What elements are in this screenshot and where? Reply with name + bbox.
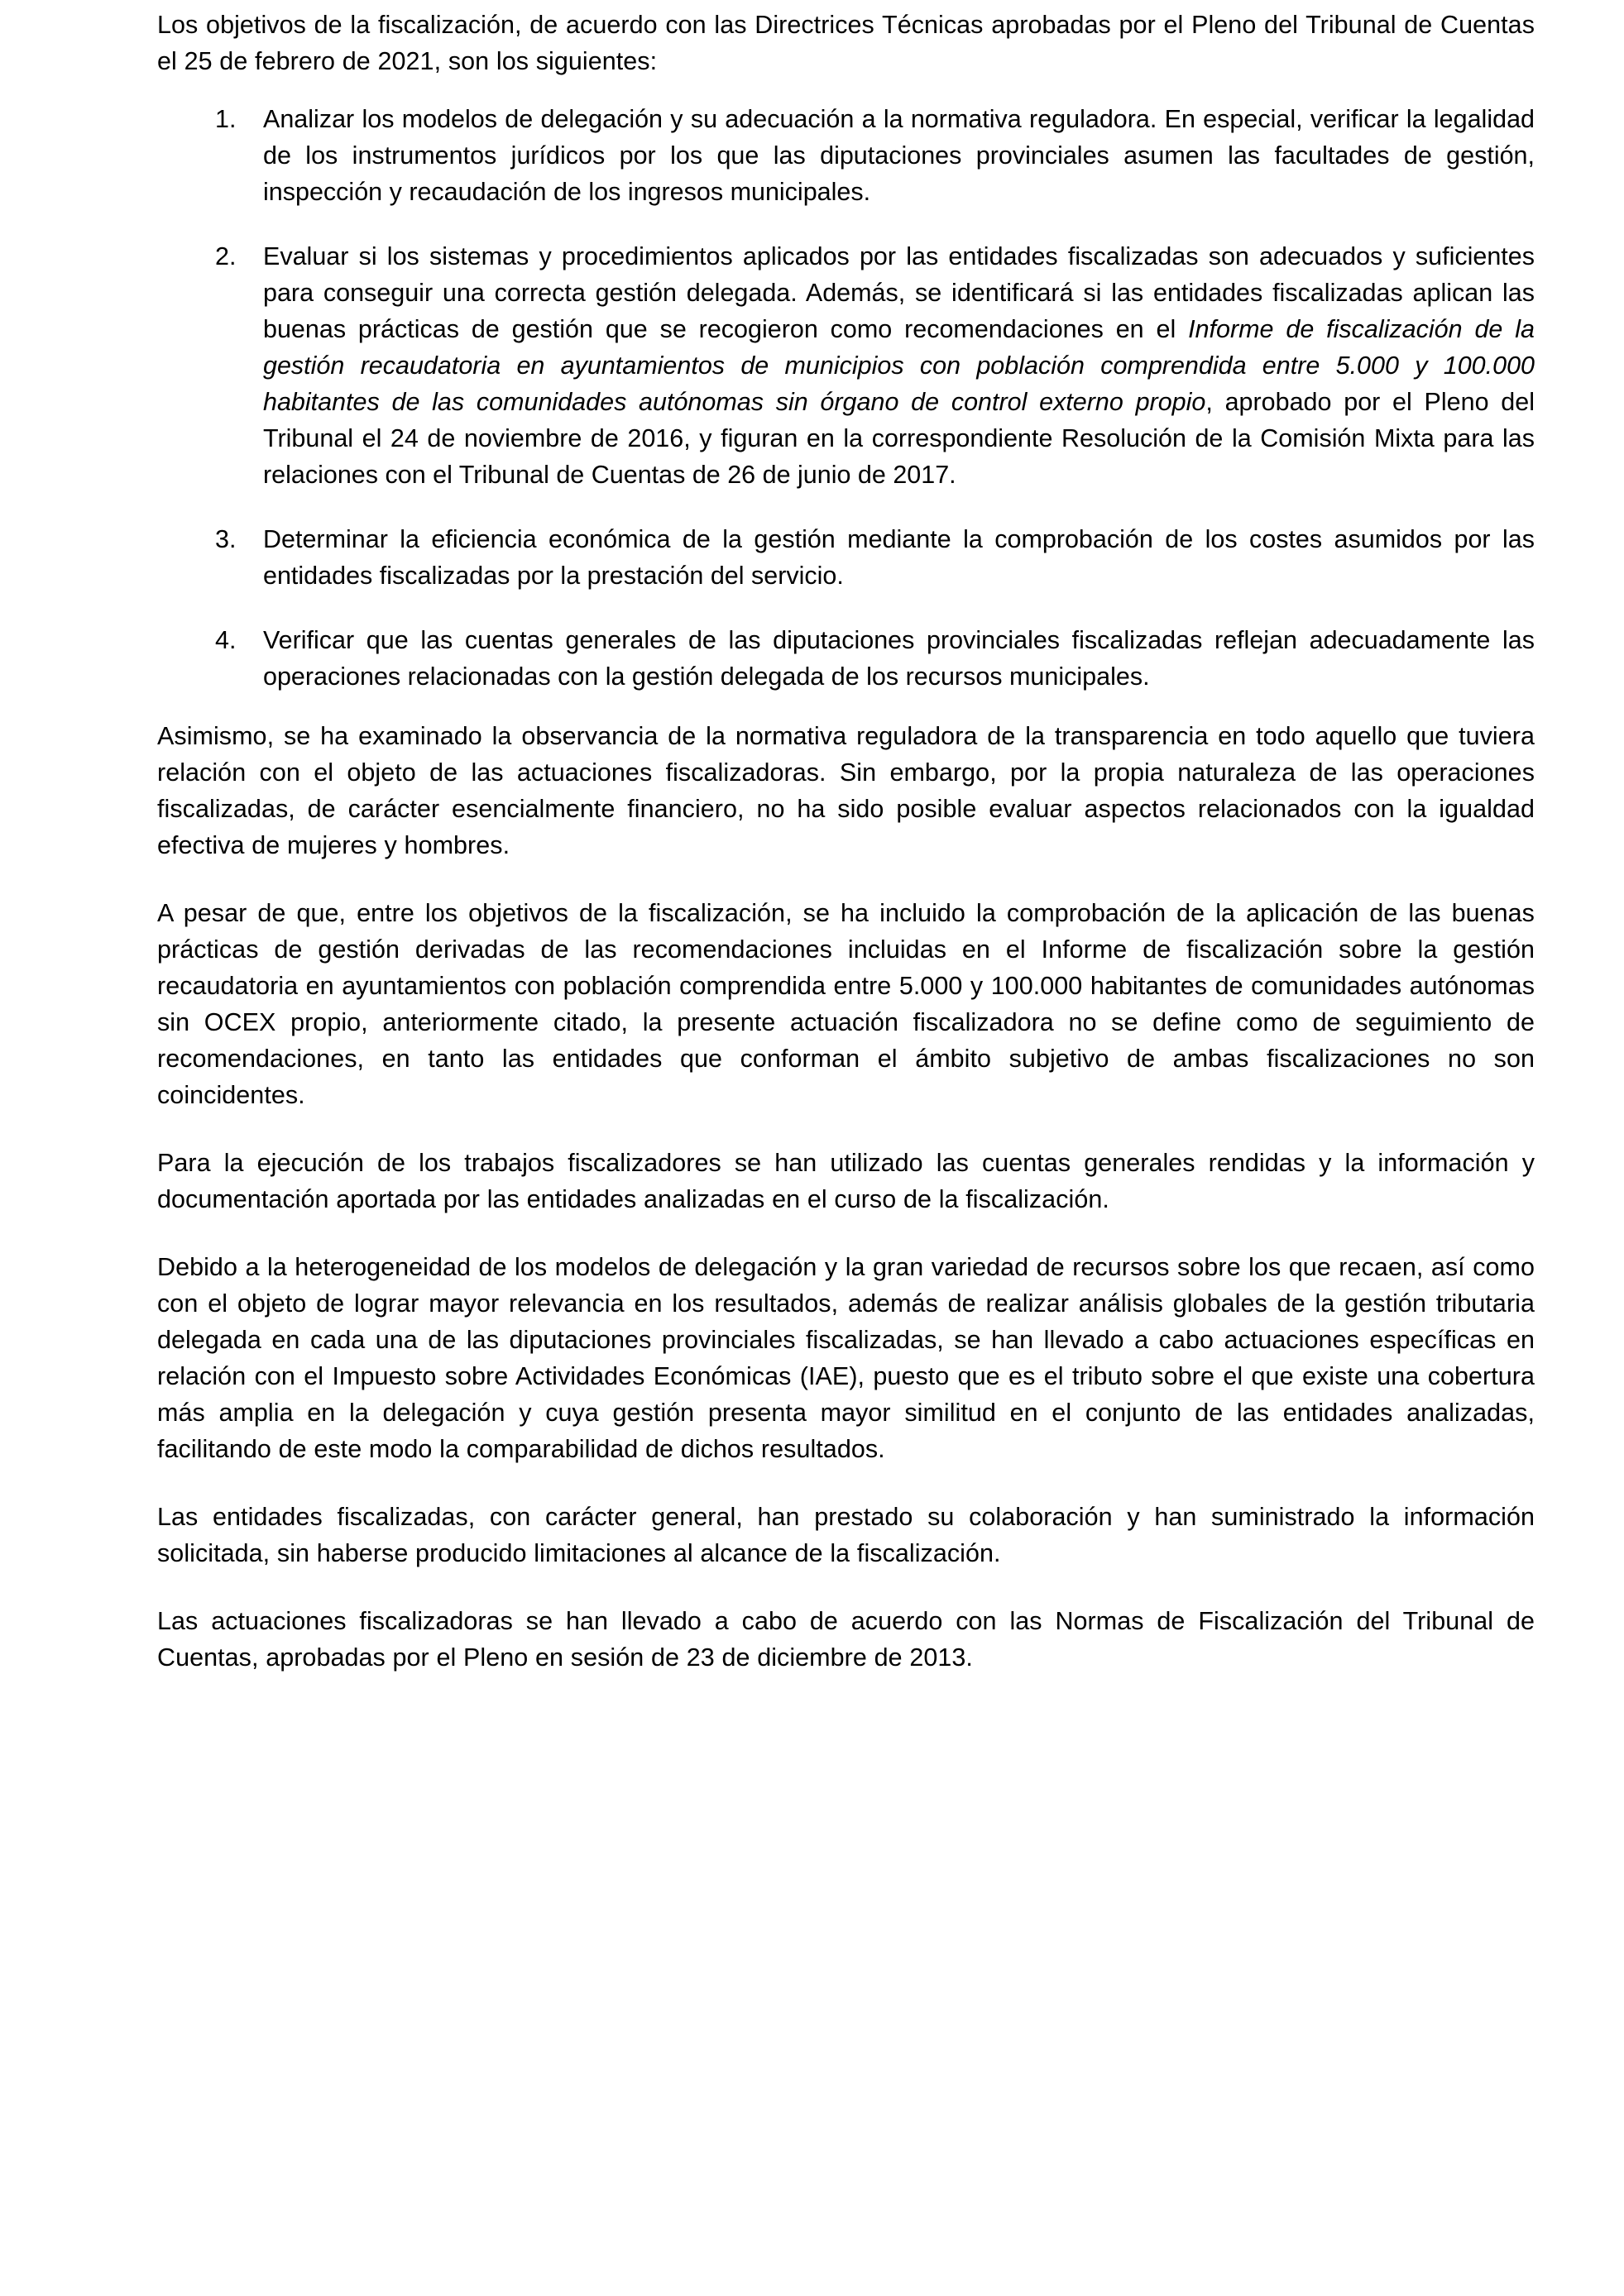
- body-paragraph-2: A pesar de que, entre los objetivos de la fiscalización, se ha incluido la comprobación de la aplicación de las buenas prácticas de gestión derivadas de las recomendaciones incluidas en el Informe de fiscalización sobre la gestión recaudatoria en ayuntamientos con población comprendida entre 5.000 y 100.000 habitantes de comunidades autónomas sin OCEX propio, anteriormente citado, la presente actuación fiscalizadora no se define como de seguimiento de recomendaciones, en tanto las entidades que conforman el ámbito subjetivo de ambas fiscalizaciones no son coincidentes.: [157, 899, 1535, 1109]
- objective-marker-2: 2.: [215, 242, 237, 270]
- objective-text-2-part2: , aprobado por el Pleno del Tribunal el 24 de noviembre de 2016, y figuran en la correspondiente Resolución de la Comisión Mixta para las relaciones con el Tribunal de Cuentas de 26 de junio de 2017.: [263, 388, 1535, 489]
- body-paragraph-4: Debido a la heterogeneidad de los modelos de delegación y la gran variedad de recursos sobre los que recaen, así como con el objeto de lograr mayor relevancia en los resultados, además de realizar análisis globales de la gestión tributaria delegada en cada una de las diputaciones provinciales fiscalizadas, se han llevado a cabo actuaciones específicas en relación con el Impuesto sobre Actividades Económicas (IAE), puesto que es el tributo sobre el que existe una cobertura más amplia en la delegación y cuya gestión presenta mayor similitud en el conjunto de las entidades analizadas, facilitando de este modo la comparabilidad de dichos resultados.: [157, 1253, 1535, 1463]
- objective-marker-4: 4.: [215, 626, 237, 654]
- objective-text-2-italic-title: Informe de fiscalización de la gestión recaudatoria en ayuntamientos de municipios con población comprendida entre 5.000 y 100.000 habitantes de las comunidades autónomas sin órgano de control externo propio: [263, 315, 1535, 416]
- objective-text-2-part1: Evaluar si los sistemas y procedimientos aplicados por las entidades fiscalizadas son adecuados y suficientes para conseguir una correcta gestión delegada. Además, se identificará si las entidades fiscalizadas aplican las buenas prácticas de gestión que se recogieron como recomendaciones en el: [263, 242, 1535, 343]
- objective-item-4: [157, 622, 1535, 695]
- objective-marker-3: 3.: [215, 525, 237, 553]
- document-content: [157, 7, 1535, 1676]
- objective-item-1: [157, 101, 1535, 210]
- body-paragraph-1: Asimismo, se ha examinado la observancia de la normativa reguladora de la transparencia en todo aquello que tuviera relación con el objeto de las actuaciones fiscalizadoras. Sin embargo, por la propia naturaleza de las operaciones fiscalizadas, de carácter esencialmente financiero, no ha sido posible evaluar aspectos relacionados con la igualdad efectiva de mujeres y hombres.: [157, 722, 1535, 859]
- body-paragraph-3: Para la ejecución de los trabajos fiscalizadores se han utilizado las cuentas generales rendidas y la información y documentación aportada por las entidades analizadas en el curso de la fiscalización.: [157, 1149, 1535, 1213]
- objective-text-1: Analizar los modelos de delegación y su adecuación a la normativa reguladora. En especial, verificar la legalidad de los instrumentos jurídicos por los que las diputaciones provinciales asumen las facultades de gestión, inspección y recaudación de los ingresos municipales.: [263, 105, 1535, 206]
- objective-item-2: [157, 238, 1535, 493]
- intro-paragraph: Los objetivos de la fiscalización, de acuerdo con las Directrices Técnicas aprobadas por el Pleno del Tribunal de Cuentas el 25 de febrero de 2021, son los siguientes:: [157, 11, 1535, 75]
- body-paragraph-5: Las entidades fiscalizadas, con carácter general, han prestado su colaboración y han suministrado la información solicitada, sin haberse producido limitaciones al alcance de la fiscalización.: [157, 1503, 1535, 1567]
- objective-text-4: Verificar que las cuentas generales de las diputaciones provinciales fiscalizadas reflejan adecuadamente las operaciones relacionadas con la gestión delegada de los recursos municipales.: [263, 626, 1535, 691]
- objective-text-2: [263, 238, 1535, 493]
- body-paragraph-6: Las actuaciones fiscalizadoras se han llevado a cabo de acuerdo con las Normas de Fiscalización del Tribunal de Cuentas, aprobadas por el Pleno en sesión de 23 de diciembre de 2013.: [157, 1607, 1535, 1672]
- objective-item-3: [157, 521, 1535, 594]
- objectives-list: [157, 101, 1535, 695]
- objective-text-3: Determinar la eficiencia económica de la gestión mediante la comprobación de los costes asumidos por las entidades fiscalizadas por la prestación del servicio.: [263, 525, 1535, 590]
- objective-marker-1: 1.: [215, 105, 237, 133]
